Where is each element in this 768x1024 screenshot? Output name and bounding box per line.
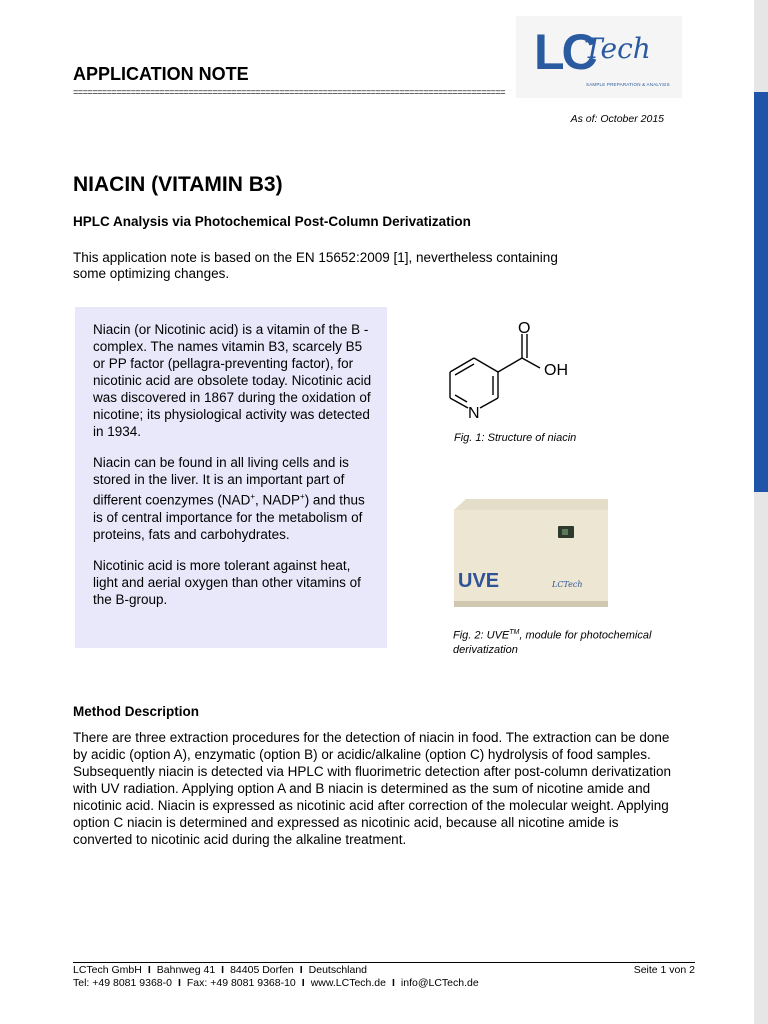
footer-company: LCTech GmbH [73,964,142,976]
side-bar-gray-top [754,0,768,92]
info-paragraph-1: Niacin (or Nicotinic acid) is a vitamin of the B -complex. The names vitamin B3, scarcely B5 or PP factor (pellagra-preventing factor), for nicotinic acid are obsolete today. Nicotinic acid was discovered in 1867 during the oxidation of nicotine; its physiological activity was detected in 1934. [93,322,372,439]
header-rule: ========================================================================================== [73,88,506,98]
logo-tech-text: Tech [584,32,651,65]
page-number: Seite 1 von 2 [633,964,695,976]
side-bar-gray-bottom [754,492,768,1024]
hydroxyl-label: OH [544,362,568,379]
uve-device-image [452,496,612,611]
info-paragraph-3: Nicotinic acid is more tolerant against heat, light and aerial oxygen than other vitamins of the B-group. [93,557,361,607]
nitrogen-label: N [468,405,480,422]
as-of-date: As of: October 2015 [570,113,664,125]
method-description-heading: Method Description [73,704,200,719]
info-box [75,307,387,648]
footer-email-link[interactable]: info@LCTech.de [400,977,479,989]
footer-city: 84405 Dorfen [230,964,294,976]
page-subtitle: HPLC Analysis via Photochemical Post-Column Derivatization [73,214,471,229]
document-type-label: APPLICATION NOTE [73,64,249,84]
oxygen-label: O [518,320,531,337]
device-uve-label: UVE [458,570,500,592]
footer-street: Bahnweg 41 [156,964,216,976]
page-footer: LCTech GmbH I Bahnweg 41 I 84405 Dorfen I Deutschland Seite 1 von 2 Tel: +49 8081 9368-0 I Fax: +49 8081 9368-10 I www.LCTech.de I info@LCTech.de [73,964,695,989]
figure-1-caption: Fig. 1: Structure of niacin [454,432,577,444]
info-box-text [93,321,373,622]
logo-subtitle: SAMPLE PREPARATION & ANALYSIS [586,82,670,87]
intro-paragraph: This application note is based on the EN 15652:2009 [1], nevertheless containing some optimizing changes. [73,250,558,281]
side-bar-blue [754,92,768,492]
footer-tel: Tel: +49 8081 9368-0 [73,977,172,989]
lctech-logo [516,16,682,98]
page-title: NIACIN (VITAMIN B3) [73,173,283,196]
footer-country: Deutschland [308,964,368,976]
footer-divider [73,962,695,963]
niacin-structure-diagram [440,318,580,428]
device-brand-label: LCTech [552,580,583,589]
logo-lc-text: LC [534,24,595,80]
info-paragraph-2: Niacin can be found in all living cells and is stored in the liver. It is an important part of different coenzymes (NAD+, NADP+) and thus is of central importance for the metabolism of proteins, fats and carbohydrates. [93,455,365,542]
footer-fax: Fax: +49 8081 9368-10 [186,977,296,989]
figure-2-caption: Fig. 2: UVE™, module for photochemical derivatization [453,629,652,656]
method-description-text: There are three extraction procedures for the detection of niacin in food. The extraction can be done by acidic (option A), enzymatic (option B) or acidic/alkaline (option C) hydrolysis of food samples. Subsequently niacin is detected via HPLC with fluorimetric detection after post-column derivatization with UV radiation. Applying option A and B niacin is determined as the sum of nicotine amide and nicotinic acid. Niacin is expressed as nicotinic acid after correction of the molecular weight. Applying option C niacin is determined and expressed as nicotinic acid, because all nicotine amide is converted to nicotinic acid during the alkaline treatment. [73,730,672,847]
footer-website-link[interactable]: www.LCTech.de [310,977,386,989]
